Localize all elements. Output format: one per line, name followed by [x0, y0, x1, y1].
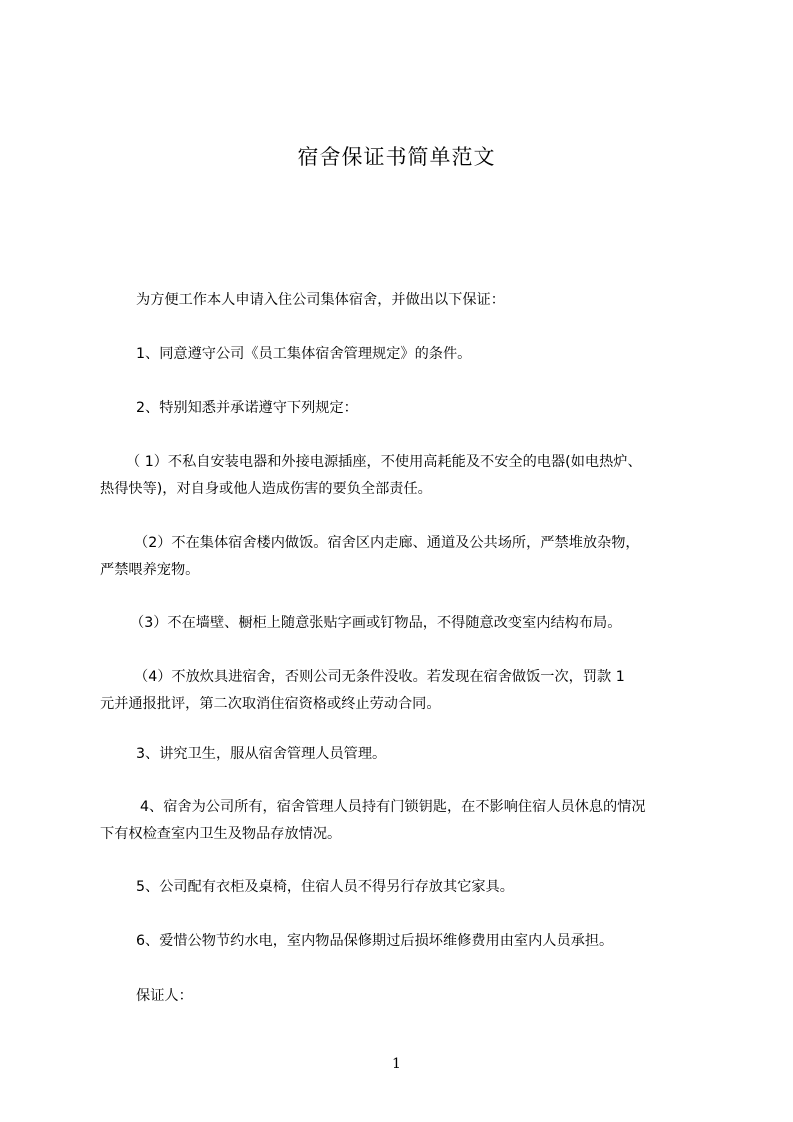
item-5-text: 5、公司配有衣柜及桌椅，住宿人员不得另行存放其它家具。: [136, 879, 514, 895]
sub-item-1-line-1: （ 1）不私自安装电器和外接电源插座，不使用高耗能及不安全的电器(如电热炉、: [126, 454, 642, 470]
page-number: 1: [392, 1056, 401, 1072]
sub-item-4-line-2: 元并通报批评，第二次取消住宿资格或终止劳动合同。: [100, 696, 441, 712]
document-title: 宿舍保证书简单范文: [297, 145, 496, 169]
sub-item-2-line-1: （2）不在集体宿舍楼内做饭。宿舍区内走廊、通道及公共场所，严禁堆放杂物，: [134, 535, 640, 551]
sub-item-4-line-1: （4）不放炊具进宿舍，否则公司无条件没收。若发现在宿舍做饭一次，罚款 1: [134, 669, 625, 685]
item-4-line-1: 4、宿舍为公司所有，宿舍管理人员持有门锁钥匙，在不影响住宿人员休息的情况: [140, 799, 646, 815]
sub-item-3-text: （3）不在墙壁、橱柜上随意张贴字画或钉物品，不得随意改变室内结构布局。: [130, 615, 622, 631]
guarantor-paragraph: [100, 983, 720, 1010]
item-2-paragraph: [100, 395, 720, 422]
intro-text: 为方便工作本人申请入住公司集体宿舍，并做出以下保证：: [136, 292, 505, 308]
item-3-paragraph: [100, 741, 720, 768]
item-1-text: 1、同意遵守公司《员工集体宿舍管理规定》的条件。: [136, 346, 472, 362]
item-2-text: 2、特别知悉并承诺遵守下列规定：: [136, 400, 358, 416]
sub-item-1-line-2: 热得快等)，对自身或他人造成伤害的要负全部责任。: [100, 481, 432, 497]
guarantor-label: 保证人：: [136, 988, 193, 1004]
item-4-paragraph: [100, 794, 720, 848]
item-1-paragraph: [100, 341, 720, 368]
sub-item-1-paragraph: [100, 449, 720, 503]
sub-item-4-paragraph: [100, 664, 720, 718]
sub-item-2-line-2: 严禁喂养宠物。: [100, 562, 200, 578]
sub-item-2-paragraph: [100, 530, 720, 584]
item-4-line-2: 下有权检查室内卫生及物品存放情况。: [100, 826, 342, 842]
intro-paragraph: [100, 287, 720, 314]
item-3-text: 3、讲究卫生，服从宿舍管理人员管理。: [136, 746, 387, 762]
item-6-paragraph: [100, 928, 720, 955]
item-6-text: 6、爱惜公物节约水电，室内物品保修期过后损坏维修费用由室内人员承担。: [136, 933, 614, 949]
sub-item-3-paragraph: [100, 610, 720, 637]
item-5-paragraph: [100, 874, 720, 901]
